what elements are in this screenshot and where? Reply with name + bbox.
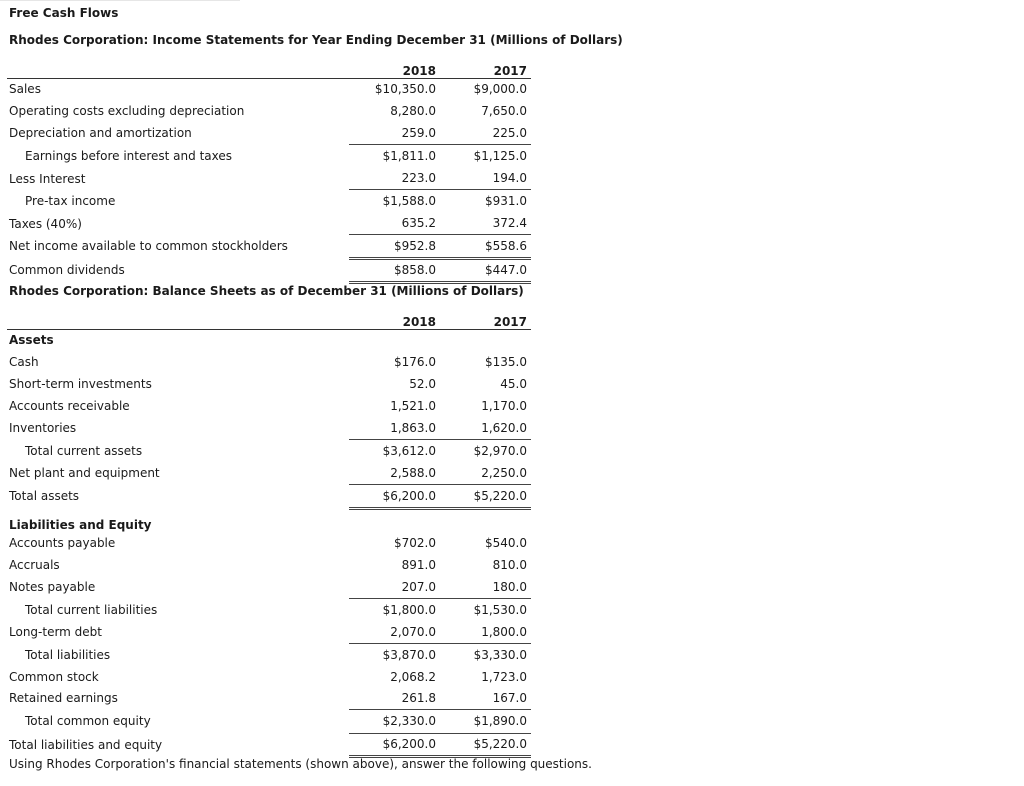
- table-row: Inventories 1,863.0 1,620.0: [9, 420, 527, 435]
- table-row: Accruals 891.0 810.0: [9, 558, 527, 572]
- income-statement-table: [7, 58, 531, 284]
- table-row: Total common equity $2,330.0 $1,890.0: [7, 709, 531, 733]
- table-row: Total liabilities $3,870.0 $3,330.0: [7, 643, 531, 666]
- assets-heading: Assets: [9, 333, 54, 348]
- balance-year-2018: 2018: [349, 308, 440, 329]
- table-row: Operating costs excluding depreciation 8,280.0 7,650.0: [9, 104, 527, 118]
- table-row: Retained earnings 261.8 167.0: [9, 690, 527, 705]
- table-row: Total liabilities and equity $6,200.0 $5,220.0: [7, 733, 531, 756]
- liabilities-heading: Liabilities and Equity: [9, 518, 152, 532]
- table-row: Taxes (40%) 635.2 372.4: [9, 216, 527, 231]
- table-row: Net plant and equipment 2,588.0 2,250.0: [9, 465, 527, 480]
- table-row: Common stock 2,068.2 1,723.0: [9, 669, 527, 684]
- top-divider: [0, 0, 240, 1]
- table-row: Common dividends $858.0 $447.0: [7, 258, 531, 282]
- income-header-row: [7, 58, 531, 78]
- income-statement-title: Rhodes Corporation: Income Statements for Year Ending December 31 (Millions of Dollars): [9, 33, 623, 47]
- table-row: Total current liabilities $1,800.0 $1,530.0: [7, 598, 531, 621]
- balance-year-2017: 2017: [440, 308, 531, 329]
- assets-heading-row: [7, 329, 531, 351]
- table-row: Notes payable 207.0 180.0: [9, 579, 527, 594]
- balance-sheet-table: [7, 308, 531, 758]
- table-row: Total assets $6,200.0 $5,220.0: [7, 484, 531, 508]
- table-row: Depreciation and amortization 259.0 225.0: [9, 125, 527, 140]
- instructions-text: Using Rhodes Corporation's financial statements (shown above), answer the following questions.: [9, 757, 592, 771]
- table-row: Less Interest 223.0 194.0: [9, 171, 527, 186]
- table-row: Accounts payable $702.0 $540.0: [9, 536, 527, 550]
- table-row: Earnings before interest and taxes $1,811.0 $1,125.0: [7, 144, 531, 168]
- table-row: Sales $10,350.0 $9,000.0: [9, 82, 527, 97]
- balance-sheet-title: Rhodes Corporation: Balance Sheets as of December 31 (Millions of Dollars): [9, 284, 524, 298]
- income-year-2018: 2018: [349, 58, 440, 78]
- table-row: Net income available to common stockholders $952.8 $558.6: [7, 234, 531, 258]
- liabilities-heading-row: [7, 508, 531, 532]
- table-row: Pre-tax income $1,588.0 $931.0: [7, 189, 531, 213]
- table-row: Total current assets $3,612.0 $2,970.0: [7, 439, 531, 462]
- table-row: Long-term debt 2,070.0 1,800.0: [9, 624, 527, 639]
- page-title: Free Cash Flows: [9, 6, 119, 20]
- table-row: Short-term investments 52.0 45.0: [9, 377, 527, 391]
- table-row: Cash $176.0 $135.0: [9, 355, 527, 369]
- income-year-2017: 2017: [440, 58, 531, 78]
- balance-header-row: [7, 308, 531, 329]
- table-row: Accounts receivable 1,521.0 1,170.0: [9, 399, 527, 413]
